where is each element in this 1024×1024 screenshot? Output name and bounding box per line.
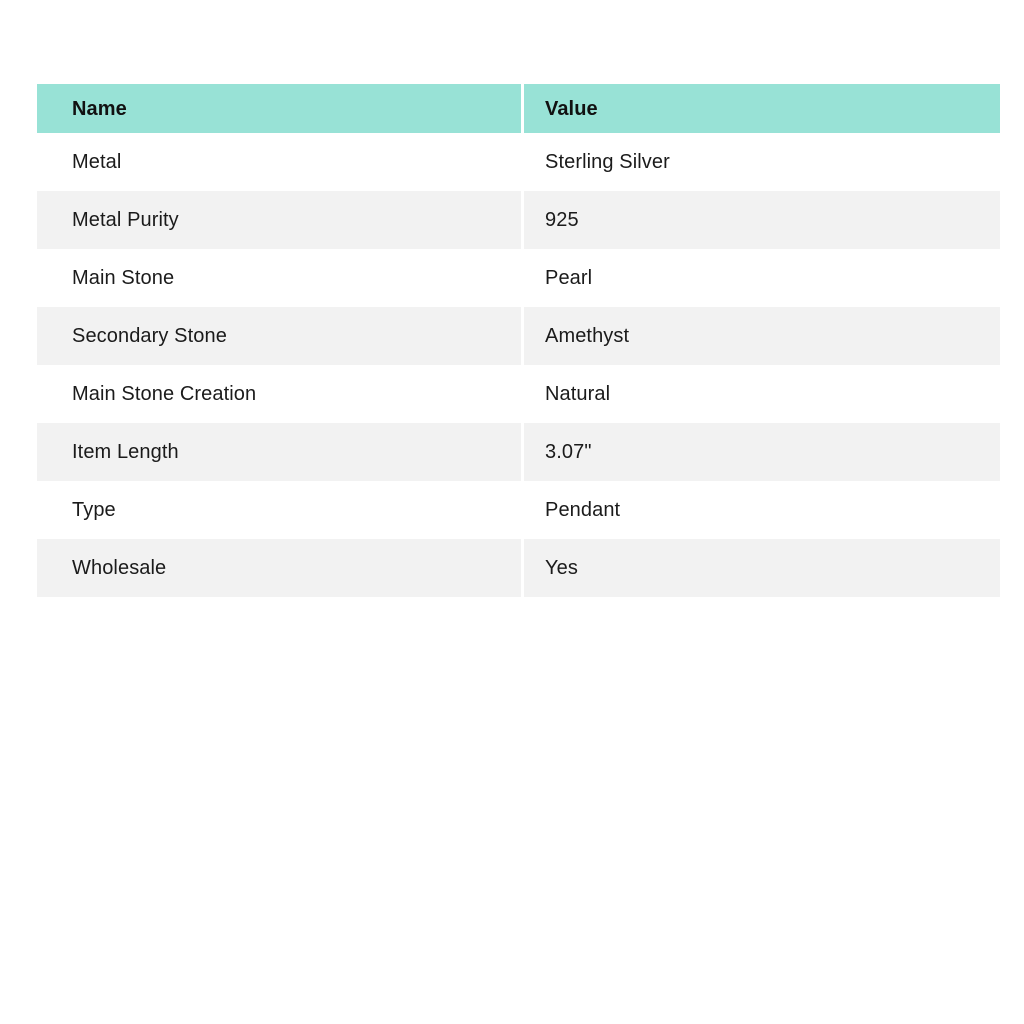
attribute-name-cell: Secondary Stone	[37, 307, 521, 365]
attribute-value-cell: Pearl	[545, 267, 593, 289]
attribute-value-cell: Pendant	[545, 499, 621, 521]
table-row	[37, 249, 1000, 307]
table-body	[37, 133, 1000, 597]
attribute-value-cell: 3.07"	[524, 423, 1000, 481]
table-row	[37, 365, 1000, 423]
table-row	[37, 423, 1000, 481]
table-row	[37, 539, 1000, 597]
attribute-name-cell: Metal	[72, 151, 122, 173]
attribute-name-cell: Type	[72, 499, 116, 521]
attribute-name-cell: Item Length	[37, 423, 521, 481]
attribute-name-cell: Wholesale	[37, 539, 521, 597]
table-header-name: Name	[37, 84, 521, 133]
table-row	[37, 481, 1000, 539]
table-row	[37, 307, 1000, 365]
attribute-name-cell: Main Stone	[72, 267, 175, 289]
attribute-name-cell: Main Stone Creation	[72, 383, 257, 405]
table-row	[37, 191, 1000, 249]
attribute-value-cell: 925	[524, 191, 1000, 249]
table-header-value: Value	[524, 84, 1000, 133]
attribute-value-cell: Amethyst	[524, 307, 1000, 365]
attribute-value-cell: Yes	[524, 539, 1000, 597]
attribute-value-cell: Natural	[545, 383, 611, 405]
product-attributes-table	[37, 84, 1000, 597]
attribute-value-cell: Sterling Silver	[545, 151, 670, 173]
table-row	[37, 133, 1000, 191]
table-header-row	[37, 84, 1000, 133]
attribute-name-cell: Metal Purity	[37, 191, 521, 249]
